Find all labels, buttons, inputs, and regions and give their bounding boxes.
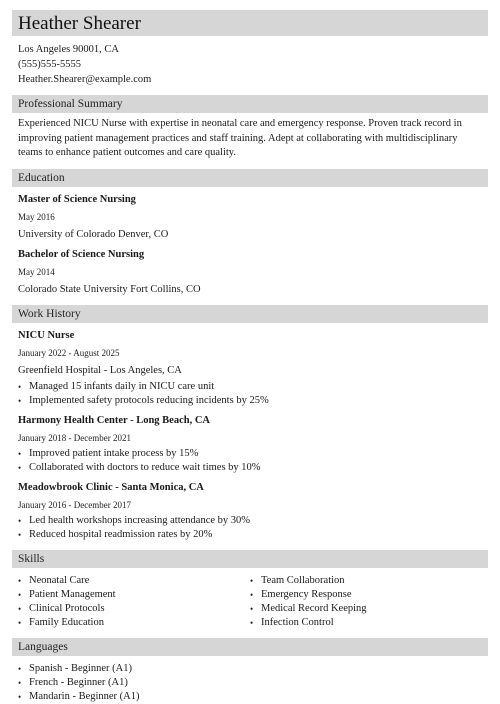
list-item: • Patient Management [18,588,116,600]
job-bullets [18,514,482,542]
list-item: • Emergency Response [250,588,352,600]
list-item: • Clinical Protocols [18,602,105,614]
list-item: • Collaborated with doctors to reduce wait times by 10% [18,461,261,473]
list-item: • French - Beginner (A1) [18,676,128,688]
languages-heading: Languages [12,638,488,656]
job-entry [18,329,482,408]
bullet-icon: • [18,617,22,628]
job-date: January 2022 - August 2025 [18,347,120,358]
job-entry [18,414,482,475]
bullet-icon: • [18,677,22,688]
work-section [12,323,488,542]
work-heading: Work History [12,305,488,323]
job-date: January 2016 - December 2017 [18,499,131,510]
skills-left [18,574,250,630]
bullet-icon: • [250,575,254,586]
list-item: • Managed 15 infants daily in NICU care unit [18,380,215,392]
summary-text: Experienced NICU Nurse with expertise in neonatal care and emergency response. Proven track record in improving patient management practices and staff training. Adept at collaborating with multidisciplinary teams to enhance patient outcomes and care quality. [18,118,462,158]
education-section [12,187,488,297]
list-item: • Implemented safety protocols reducing incidents by 25% [18,394,269,406]
school: University of Colorado Denver, CO [18,228,169,240]
employer: Greenfield Hospital - Los Angeles, CA [18,364,182,376]
school: Colorado State University Fort Collins, CO [18,283,201,295]
bullet-icon: • [18,448,22,459]
bullet-icon: • [18,663,22,674]
list-item: • Led health workshops increasing attendance by 30% [18,514,251,526]
job-entry [18,481,482,542]
degree: Master of Science Nursing [18,193,136,205]
phone: (555)555-5555 [18,59,81,70]
list-item: • Mandarin - Beginner (A1) [18,690,140,702]
education-date: May 2014 [18,266,55,277]
list-item: • Spanish - Beginner (A1) [18,662,132,674]
bullet-icon: • [18,691,22,702]
bullet-icon: • [18,515,22,526]
languages-section [12,656,488,704]
bullet-icon: • [18,381,22,392]
skills-right [250,574,482,630]
bullet-icon: • [250,617,254,628]
education-date: May 2016 [18,211,55,222]
job-bullets [18,380,482,408]
languages-list [18,662,482,704]
job-date: January 2018 - December 2021 [18,432,131,443]
list-item: • Reduced hospital readmission rates by 20% [18,528,213,540]
bullet-icon: • [18,603,22,614]
email: Heather.Shearer@example.com [18,74,152,85]
contact-block [12,36,488,87]
bullet-icon: • [18,529,22,540]
list-item: • Neonatal Care [18,574,90,586]
list-item: • Family Education [18,616,104,628]
education-heading: Education [12,169,488,187]
skills-heading: Skills [12,550,488,568]
job-bullets [18,447,482,475]
name-banner [12,10,488,36]
candidate-name: Heather Shearer [18,12,141,34]
list-item: • Team Collaboration [250,574,345,586]
bullet-icon: • [18,589,22,600]
education-entry [18,193,482,242]
bullet-icon: • [18,395,22,406]
address: Los Angeles 90001, CA [18,44,119,55]
job-title: NICU Nurse [18,329,75,341]
list-item: • Medical Record Keeping [250,602,367,614]
education-entry [18,248,482,297]
bullet-icon: • [18,462,22,473]
job-title: Harmony Health Center - Long Beach, CA [18,414,210,426]
bullet-icon: • [250,603,254,614]
list-item: • Improved patient intake process by 15% [18,447,199,459]
job-title: Meadowbrook Clinic - Santa Monica, CA [18,481,204,493]
degree: Bachelor of Science Nursing [18,248,145,260]
skills-section [12,568,488,630]
bullet-icon: • [250,589,254,600]
bullet-icon: • [18,575,22,586]
list-item: • Infection Control [250,616,334,628]
summary-heading: Professional Summary [12,95,488,113]
